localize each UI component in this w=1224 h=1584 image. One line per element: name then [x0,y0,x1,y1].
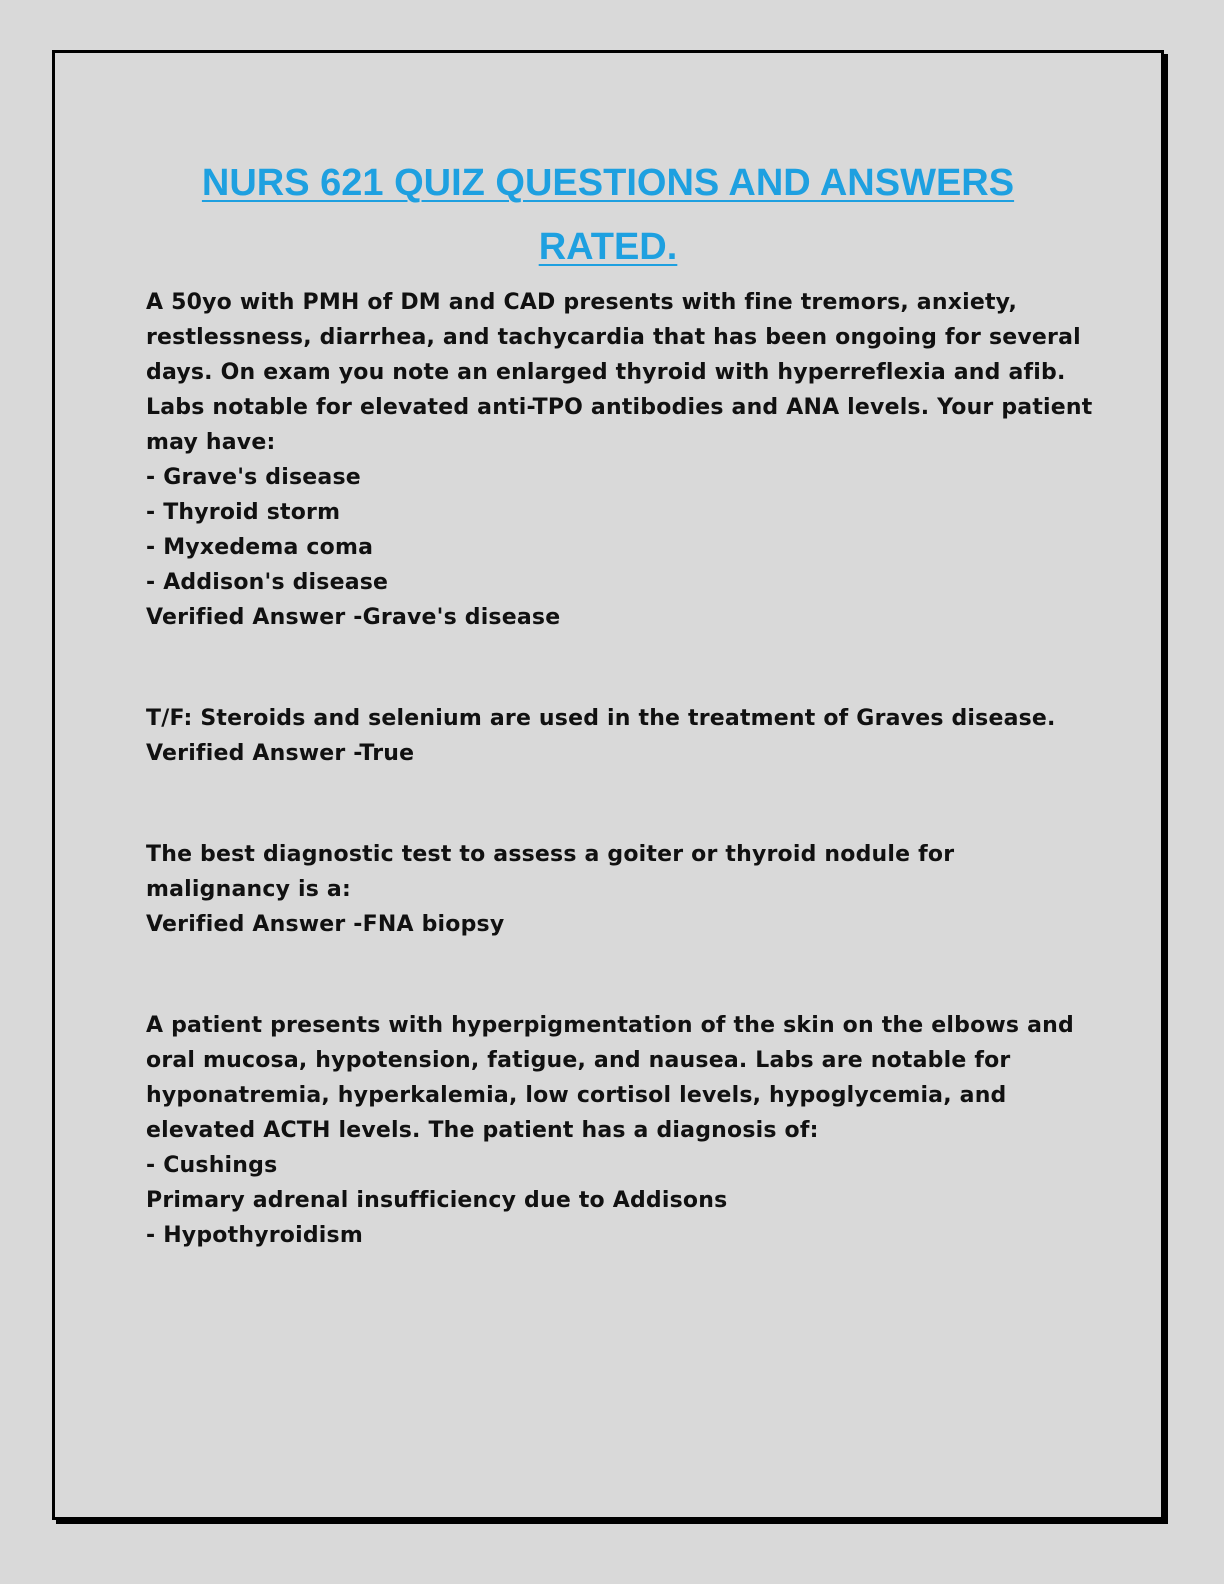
answer-option: - Grave's disease [146,465,361,490]
answer-option: - Addison's disease [146,570,389,595]
page-frame [52,50,1164,1520]
verified-answer: Verified Answer -FNA biopsy [146,912,505,937]
answer-option: - Cushings [146,1153,278,1178]
question-block-4 [146,1008,1096,1253]
answer-option: - Thyroid storm [146,500,341,525]
verified-answer: Verified Answer -True [146,741,415,766]
question-text: A 50yo with PMH of DM and CAD presents with fine tremors, anxiety, restlessness, diarrhea, and tachycardia that has been ongoing for several days. On exam you note an enlarged thyroid with hyperreflexia and afib. Labs notable for elevated anti-TPO antibodies and ANA levels. Your patient may have: [146,290,1093,455]
spacer [146,942,1096,1008]
document-title-line-2: RATED. [538,226,678,268]
question-text: The best diagnostic test to assess a goiter or thyroid nodule for malignancy is a: [146,842,955,902]
question-block-3 [146,837,1096,942]
verified-answer: Verified Answer -Grave's disease [146,605,561,630]
document-title-line-1: NURS 621 QUIZ QUESTIONS AND ANSWERS [201,162,1015,204]
document-title [55,151,1161,279]
question-block-1 [146,285,1096,635]
spacer [146,635,1096,701]
answer-option: - Myxedema coma [146,535,374,560]
answer-option: - Hypothyroidism [146,1223,363,1248]
spacer [146,771,1096,837]
question-block-2 [146,701,1096,771]
question-text: T/F: Steroids and selenium are used in the treatment of Graves disease. [146,706,1056,731]
question-text: A patient presents with hyperpigmentation of the skin on the elbows and oral mucosa, hypotension, fatigue, and nausea. Labs are notable for hyponatremia, hyperkalemia, low cortisol levels, hypoglycemia, and elevated ACTH levels. The patient has a diagnosis of: [146,1013,1074,1143]
answer-option: Primary adrenal insufficiency due to Addisons [146,1188,728,1213]
document-content [146,285,1096,1253]
